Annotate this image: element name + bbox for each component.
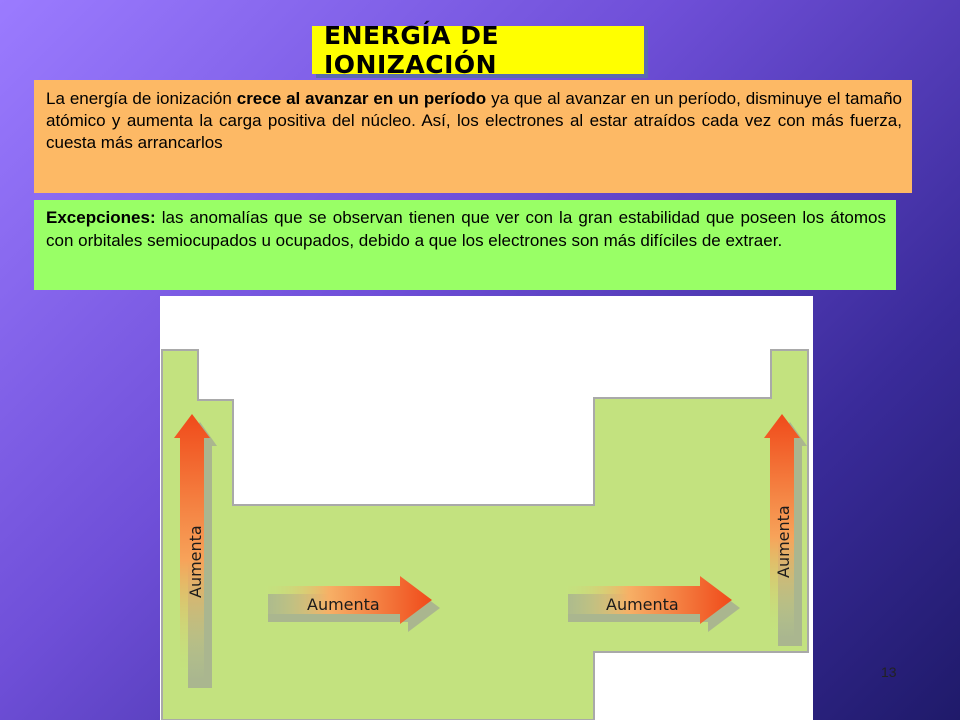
paragraph2-bold: Excepciones: <box>46 208 156 227</box>
exceptions-paragraph <box>34 200 896 290</box>
arrow-label-left-vertical: Aumenta <box>186 525 205 598</box>
paragraph1-rest: ya que al avanzar en un período, disminuye el tamaño atómico y aumenta la carga positiva del núcleo. Así, los electrones al estar atraídos cada vez con más fuerza, cuesta más arrancarlos <box>46 89 902 152</box>
paragraph2-rest: las anomalías que se observan tienen que ver con la gran estabilidad que poseen los átomos con orbitales semiocupados u ocupados, debido a que los electrones son más difíciles de extraer. <box>46 208 886 250</box>
arrow-label-left-horizontal: Aumenta <box>307 595 380 614</box>
ionization-paragraph <box>34 80 912 193</box>
slide-title: ENERGÍA DE IONIZACIÓN <box>324 21 500 79</box>
paragraph1-intro: La energía de ionización <box>46 89 237 108</box>
periodic-table-figure <box>160 296 813 720</box>
arrow-label-right-horizontal: Aumenta <box>606 595 679 614</box>
paragraph1-bold: crece al avanzar en un período <box>236 89 487 108</box>
title-box <box>312 21 644 79</box>
periodic-table-svg <box>160 296 813 720</box>
page-number: 13 <box>881 664 897 680</box>
arrow-label-right-vertical: Aumenta <box>774 505 793 578</box>
